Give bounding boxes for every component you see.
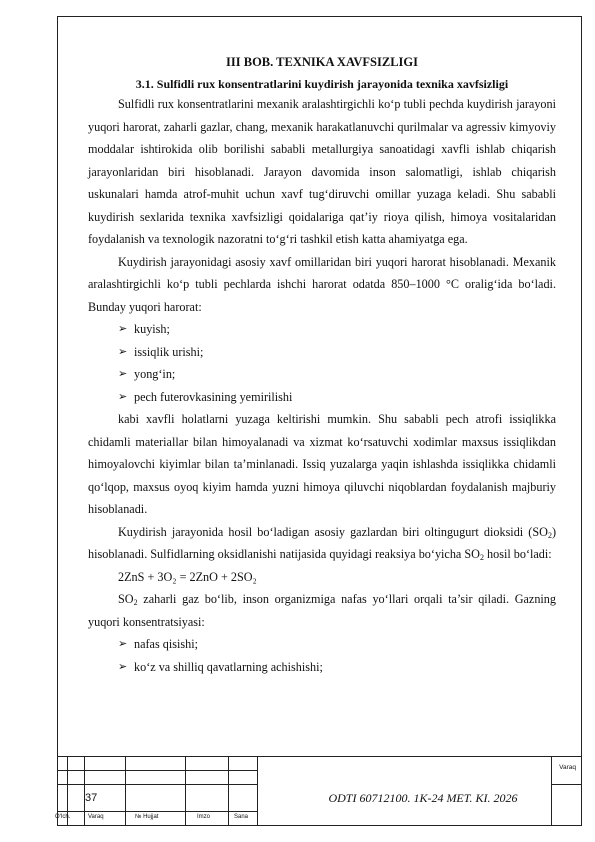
header-varaq: Varaq <box>88 814 104 820</box>
document-code: ODTI 60712100. 1K-24 MET. KI. 2026 <box>328 791 518 805</box>
header-olch: O‘lch. <box>55 814 71 820</box>
arrow-bullet-icon: ➢ <box>118 323 128 335</box>
header-imzo: Imzo <box>197 814 211 820</box>
list-item: ➢ pech futerovkasining yemirilishi <box>118 386 556 409</box>
arrow-bullet-icon: ➢ <box>118 638 128 650</box>
title-block <box>57 756 582 826</box>
paragraph-5: $SO_2$ zaharli gaz bo‘lib, inson organizmiga nafas yo‘llari orqali ta’sir qiladi. Gazning yuqori konsentratsiyasi: <box>88 592 556 629</box>
paragraph-4: Kuydirish jarayonida hosil bo‘ladigan asosiy gazlardan biri oltingugurt dioksidi $(SO_2)$ hisoblanadi. Sulfidlarning oksidlanishi natijasida quyidagi reaksiya bo‘yicha $SO_2$ hosil bo‘ladi: <box>88 524 556 562</box>
arrow-bullet-icon: ➢ <box>118 660 128 673</box>
paragraph-3: kabi xavfli holatlarni yuzaga keltirishi mumkin. Shu sababli pech atrofi issiqlikka chidamli materiallar bilan himoyalanadi va xizmat ko‘rsatuvchi xodimlar maxsus issiqlikdan himoyalovchi kiyimlar bilan ta’minlanadi. Issiq yuzalarga yaqin ishlashda issiqlikka chidamli qo‘lqop, maxsus oyoq kiyim hamda yuzni himoya qiluvchi niqoblardan foydalanish majburiy hisoblanadi. <box>88 412 556 516</box>
reaction-equation: 2ZnS + 3O₂ = 2ZnO + 2SO₂ <box>118 569 257 584</box>
page-number: 37 <box>85 792 98 804</box>
so2-effects-list <box>88 633 556 678</box>
arrow-bullet-icon: ➢ <box>118 390 128 403</box>
arrow-bullet-icon: ➢ <box>118 368 128 380</box>
document-body <box>88 53 556 678</box>
arrow-bullet-icon: ➢ <box>118 345 128 358</box>
list-item: ➢ issiqlik urishi; <box>118 341 556 364</box>
chapter-title: III BOB. TEXNIKA XAVFSIZLIGI <box>226 55 418 69</box>
list-item: ➢ nafas qisishi; <box>118 633 556 656</box>
paragraph-1: Sulfidli rux konsentratlarini mexanik aralashtirgichli ko‘p tubli pechda kuydirish jarayoni yuqori harorat, zaharli gazlar, chang, mexanik harakatlanuvchi qurilmalar va agressiv kimyoviy moddalar ishtirokida olib borilishi sababli metallurgiya sanoatidagi xavfli ishlab chiqarish jarayonlaridan biri hisoblanadi. Jarayon davomida inson salomatligi, ishlab chiqarish uskunalari hamda atrof-muhit uchun xavf tug‘diruvchi omillar yuzaga keladi. Shu sababli kuydirish sexlarida texnika xavfsizligi qoidalariga qat’iy rioya qilish, himoya vositalaridan foydalanish va texnologik nazoratni to‘g‘ri tashkil etish katta ahamiyatga ega. <box>88 97 556 246</box>
list-item: ➢ kuyish; <box>118 318 556 341</box>
list-item: ➢ ko‘z va shilliq qavatlarning achishishi; <box>118 656 556 679</box>
section-title: 3.1. Sulfidli rux konsentratlarini kuydirish jarayonida texnika xavfsizligi <box>135 77 509 91</box>
paragraph-2: Kuydirish jarayonidagi asosiy xavf omillaridan biri yuqori harorat hisoblanadi. Mexanik aralashtirgichli ko‘p tubli pechlarda ishchi harorat odatda 850–1000 °C oralig‘ida bo‘ladi. Bunday yuqori harorat: <box>88 254 556 314</box>
list-item: ➢ yong‘in; <box>118 363 556 386</box>
header-sana: Sana <box>234 814 249 820</box>
hazard-list <box>88 318 556 408</box>
header-hujjat: № Hujjat <box>135 814 159 820</box>
varaq-label: Varaq <box>559 764 576 771</box>
